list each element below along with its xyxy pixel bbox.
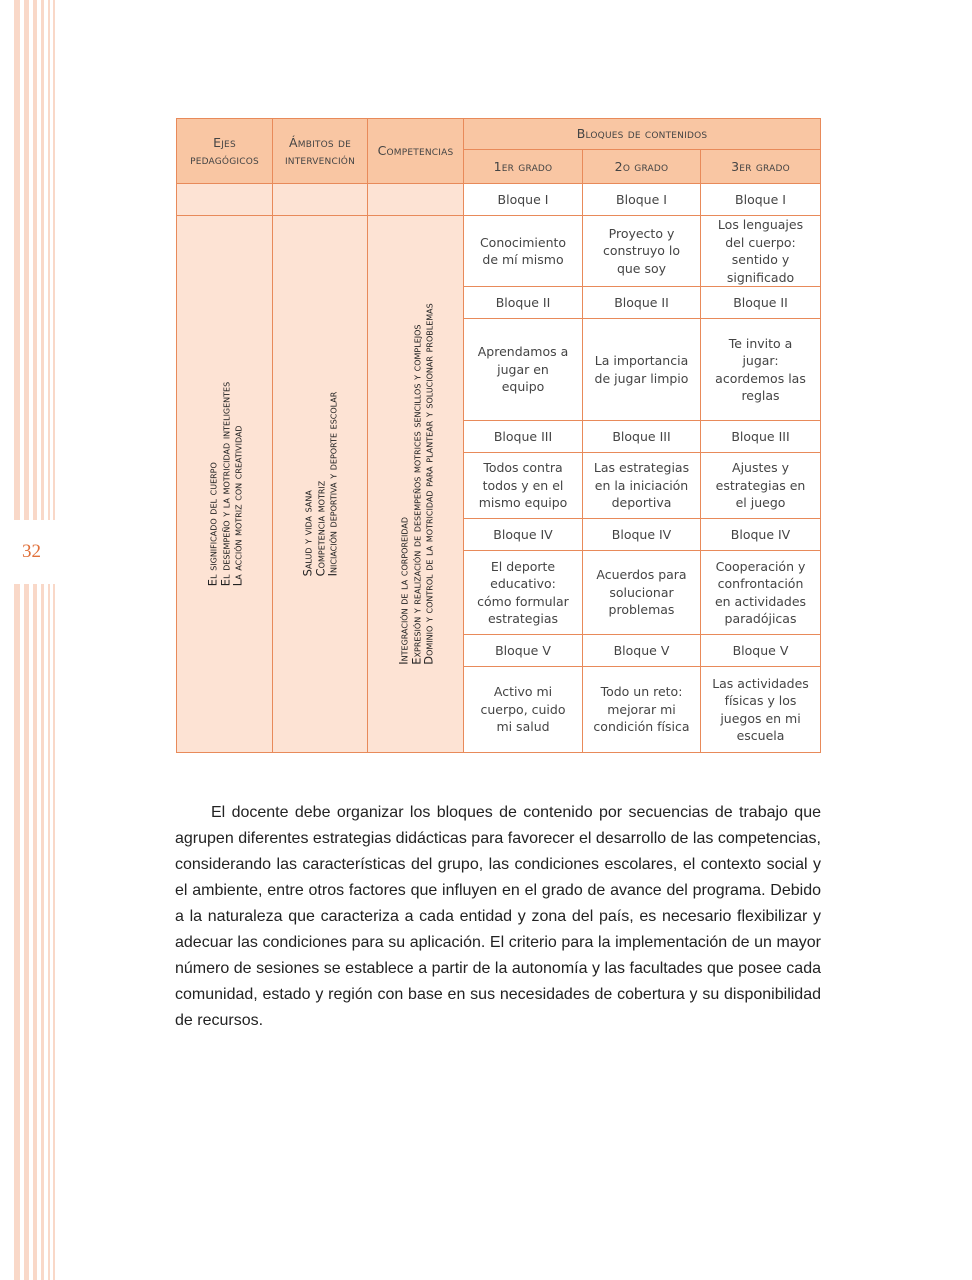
content-cell: Aprendamos a jugar en equipo [464, 319, 583, 421]
content-cell: Acuerdos para solucionar problemas [583, 551, 701, 635]
ejes-item: La acción motriz con creatividad [229, 425, 244, 587]
content-cell: Todos contra todos y en el mismo equipo [464, 453, 583, 519]
ambitos-item: Salud y vida sana [300, 490, 315, 577]
content-cell: Las actividades físicas y los juegos en mi escuela [701, 667, 821, 753]
ambitos-cell [273, 216, 368, 753]
content-cell: Los lenguajes del cuerpo: sentido y significado [701, 216, 821, 287]
bloque-label: Bloque IV [583, 519, 701, 551]
content-cell: Conocimiento de mí mismo [464, 216, 583, 287]
content-cell: La importancia de jugar limpio [583, 319, 701, 421]
content-cell: Activo mi cuerpo, cuido mi salud [464, 667, 583, 753]
header-grado-2: 2o grado [583, 150, 701, 184]
bloque-label: Bloque V [464, 635, 583, 667]
bloque-label: Bloque I [464, 184, 583, 216]
header-ambitos: Ámbitos de intervención [273, 119, 368, 184]
bloque-label: Bloque V [701, 635, 821, 667]
bloque-label: Bloque II [583, 287, 701, 319]
ejes-item: El significado del cuerpo [204, 462, 219, 587]
bloque-label: Bloque II [701, 287, 821, 319]
spacer-ambitos [273, 184, 368, 216]
bloque-label: Bloque V [583, 635, 701, 667]
bloque-label: Bloque III [583, 421, 701, 453]
content-cell: Proyecto y construyo lo que soy [583, 216, 701, 287]
bloque-label: Bloque II [464, 287, 583, 319]
decorative-margin-stripes [0, 0, 60, 1280]
body-paragraph: El docente debe organizar los bloques de contenido por secuencias de trabajo que agrupen diferentes estrategias didácticas para favorecer el desarrollo de las competencias, considerando las características del grupo, las condiciones escolares, el contexto social y el ambiente, entre otros factores que influyen en el grado de avance del programa. Debido a la naturaleza que caracteriza a cada entidad y zona del país, es necesario flexibilizar y adecuar las condiciones para su aplicación. El criterio para la implementación de un mayor número de sesiones se establece a partir de la autonomía y las facultades que posee cada comunidad, estado y región con base en sus necesidades de cobertura y su disponibilidad de recursos. [175, 804, 821, 1029]
ambitos-item: Iniciación deportiva y deporte escolar [325, 391, 340, 577]
content-cell: Te invito a jugar: acordemos las reglas [701, 319, 821, 421]
bloque-label: Bloque I [701, 184, 821, 216]
ejes-item: El desempeño y la motricidad inteligentes [217, 381, 232, 587]
bloque-label: Bloque III [701, 421, 821, 453]
header-grado-3: 3er grado [701, 150, 821, 184]
spacer-ejes [177, 184, 273, 216]
ejes-cell [177, 216, 273, 753]
bloque-label: Bloque I [583, 184, 701, 216]
competencias-cell [368, 216, 464, 753]
page-number: 32 [22, 541, 41, 562]
bloque-label: Bloque IV [464, 519, 583, 551]
ambitos-item: Competencia motriz [312, 480, 327, 577]
bloque-label: Bloque III [464, 421, 583, 453]
header-grado-1: 1er grado [464, 150, 583, 184]
header-ejes: Ejes pedagógicos [177, 119, 273, 184]
competencias-item: Expresión y realización de desempeños motrices sencillos y complejos [408, 324, 423, 665]
header-bloques: Bloques de contenidos [464, 119, 821, 150]
header-competencias: Competencias [368, 119, 464, 184]
content-cell: Ajustes y estrategias en el juego [701, 453, 821, 519]
content-cell: El deporte educativo: cómo formular estrategias [464, 551, 583, 635]
curriculum-table [176, 118, 821, 753]
bloque-label: Bloque IV [701, 519, 821, 551]
competencias-item: Dominio y control de la motricidad para plantear y solucionar problemas [420, 303, 435, 665]
content-cell: Las estrategias en la iniciación deportiva [583, 453, 701, 519]
content-cell: Cooperación y confrontación en actividades paradójicas [701, 551, 821, 635]
spacer-competencias [368, 184, 464, 216]
content-cell: Todo un reto: mejorar mi condición física [583, 667, 701, 753]
competencias-item: Integración de la corporeidad [395, 516, 410, 665]
